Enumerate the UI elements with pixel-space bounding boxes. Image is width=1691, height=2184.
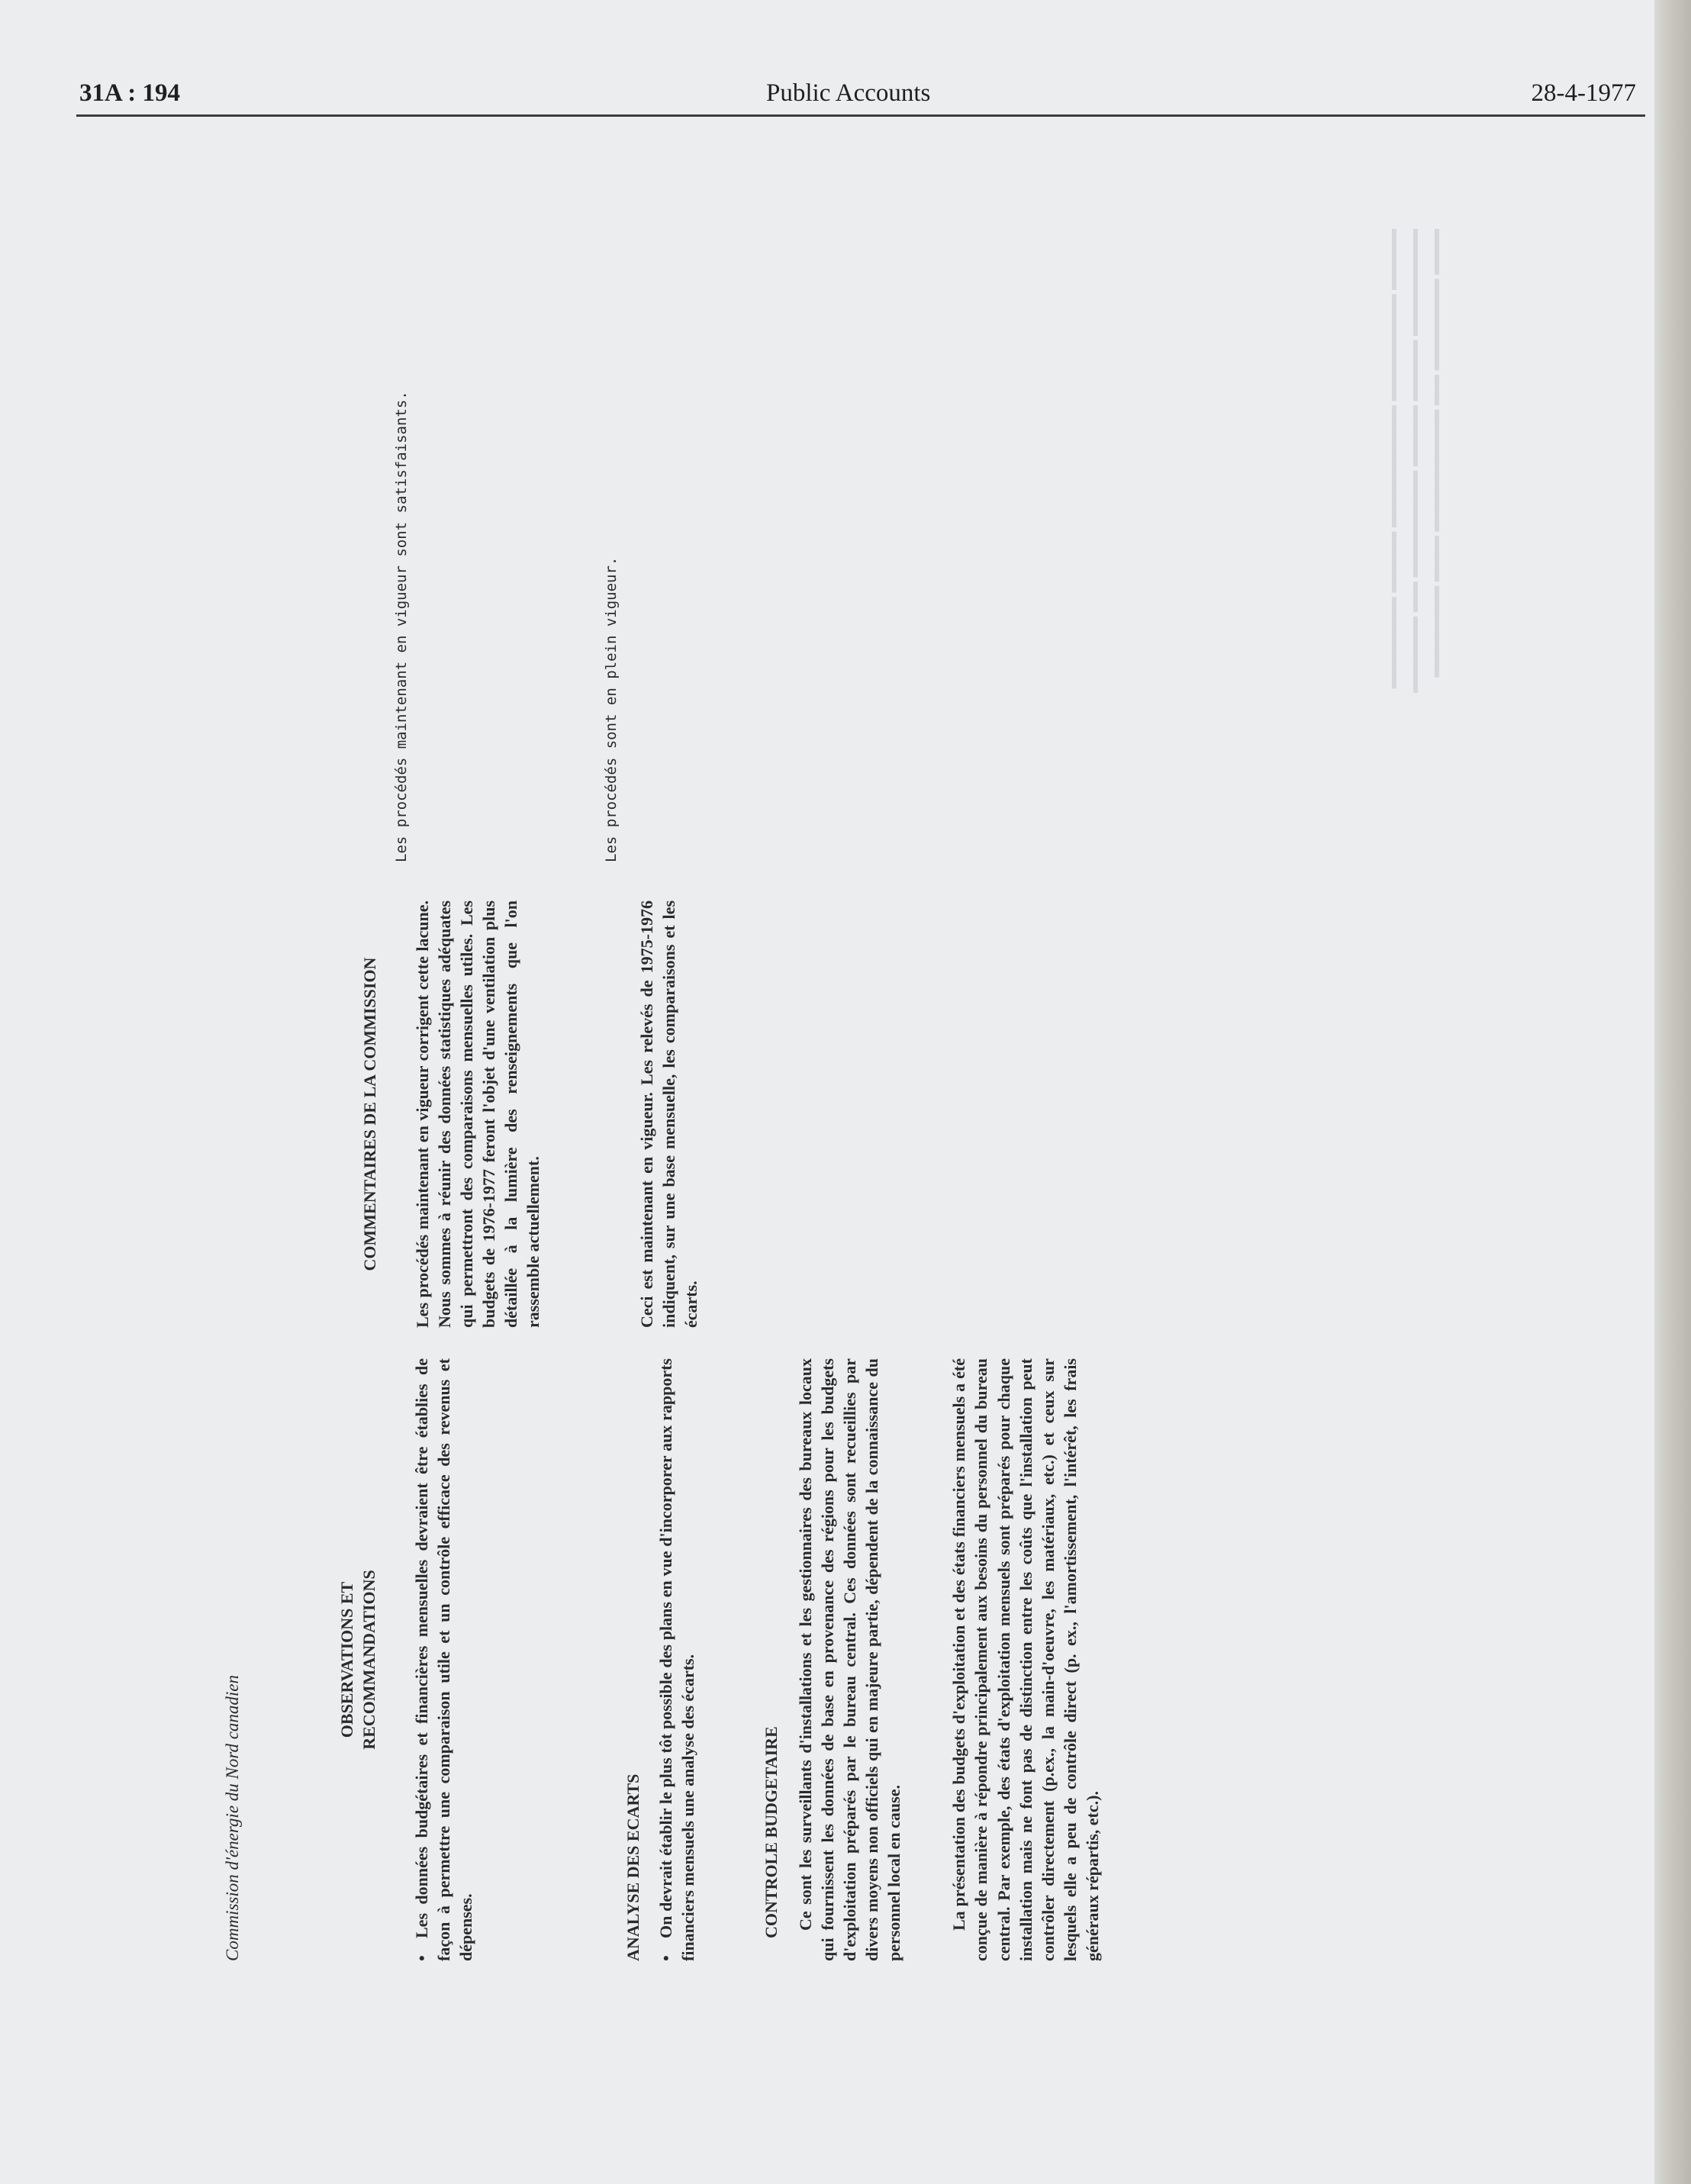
section-heading-controle: CONTROLE BUDGETAIRE <box>762 1726 781 1938</box>
observation-2: •On devrait établir le plus tôt possible des plans en vue d'incorporer aux rapports financiers mensuels une analyse des écarts. <box>656 1358 698 1961</box>
typed-note-1: Les procédés maintenant en vigueur sont satisfaisants. <box>393 391 410 862</box>
commentaire-2: Ceci est maintenant en vigueur. Les relevés de 1975-1976 indiquent, sur une base mensuelle, les comparaisons et les écarts. <box>637 900 701 1328</box>
header-date: 28-4-1977 <box>1531 79 1636 107</box>
bleed-through-text: ▬▬▬ ▬▬▬▬▬▬ ▬▬ ▬▬▬▬▬▬▬▬ ▬▬▬ ▬▬▬▬▬▬ ▬▬▬▬▬▬▬ ▬▬▬▬ ▬▬▬▬ ▬▬▬▬▬▬▬ ▬▬ ▬▬▬▬▬ ▬▬▬▬ ▬▬▬▬▬▬▬ ▬▬▬▬▬▬▬▬ ▬▬▬▬ ▬▬▬▬▬▬ <box>1388 229 1448 693</box>
section-heading-ecarts: ANALYSE DES ECARTS <box>623 1773 643 1961</box>
rotated-document-body <box>221 191 1633 1961</box>
page-reference: 31A : 194 <box>79 79 180 107</box>
header-rule <box>76 114 1645 117</box>
observation-1-text: Les données budgétaires et financières mensuelles devraient être établies de façon à permettre une comparaison utile et un contrôle efficace des revenus et dépenses. <box>412 1358 476 1961</box>
commentaires-column <box>336 900 702 1328</box>
typed-note-2: Les procédés sont en plein vigueur. <box>603 556 620 862</box>
observation-1: •Les données budgétaires et financières mensuelles devraient être établies de façon à permettre une comparaison utile et un contrôle efficace des revenus et dépenses. <box>412 1358 476 1961</box>
page-edge-shadow <box>1654 0 1691 2184</box>
agency-name: Commission d'énergie du Nord canadien <box>223 1674 242 1961</box>
running-title: Public Accounts <box>766 79 931 107</box>
controle-paragraph-1: Ce sont les surveillants d'installations et les gestionnaires des bureaux locaux qui fournissent les données de base en provenance des régions pour les budgets d'exploitation préparés par le bureau central. Ces données sont recueillies par divers moyens non officiels qui en majeure partie, dépendent de la connaissance du personnel local en cause. <box>796 1358 904 1961</box>
typed-notes-column <box>336 191 621 862</box>
observation-2-text: On devrait établir le plus tôt possible des plans en vue d'incorporer aux rapports financiers mensuels une analyse des écarts. <box>656 1358 698 1961</box>
controle-paragraph-2: La présentation des budgets d'exploitation et des états financiers mensuels a été conçue de manière à répondre principalement aux besoins du personnel du bureau central. Par exemple, des états d'exploitation mensuels sont préparés pour chaque installation mais ne font pas de distinction entre les coûts que l'installation peut contrôler directement (p.ex., la main-d'oeuvre, les matériaux, etc.) et ceux sur lesquels elle a peu de contrôle direct (p. ex., l'amortissement, l'intérêt, les frais généraux répartis, etc.). <box>949 1358 1102 1961</box>
observations-column <box>336 1358 1103 1961</box>
commentaire-1: Les procédés maintenant en vigueur corrigent cette lacune. Nous sommes à réunir des données statistiques adéquates qui permettront des comparaisons mensuelles utiles. Les budgets de 1976-1977 feront l'objet d'une ventilation plus détaillée à la lumière des renseignements que l'on rassemble actuellement. <box>413 900 543 1328</box>
observations-heading: OBSERVATIONS ET RECOMMANDATIONS <box>337 1570 379 1750</box>
commentaires-heading: COMMENTAIRES DE LA COMMISSION <box>360 957 379 1271</box>
